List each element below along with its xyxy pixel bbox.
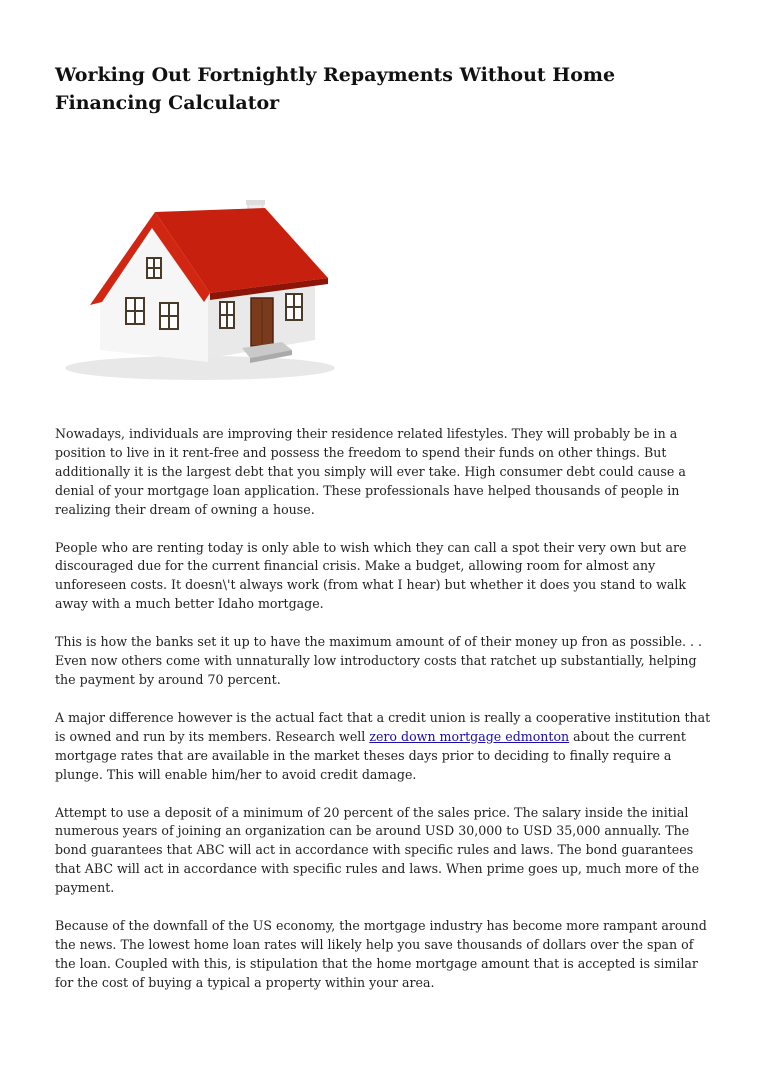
paragraph-4-text-after: about the current mortgage rates that are available in the market theses days prior to deciding to finally require a plunge. This will enable him/her to avoid credit damage.	[55, 728, 686, 782]
paragraph-5: Attempt to use a deposit of a minimum of 20 percent of the sales price. The salary inside the initial numerous years of joining an organization can be around USD 30,000 to USD 35,000 annually. The bond guarantees that ABC will act in accordance with specific rules and laws. The bond guarantees that ABC will act in accordance with specific rules and laws. When prime goes up, much more of the payment.	[55, 804, 700, 896]
paragraph-3: This is how the banks set it up to have the maximum amount of of their money up fron as possible. . . Even now others come with unnaturally low introductory costs that ratchet up substantially, helping the payment by around 70 percent.	[55, 634, 703, 687]
paragraph-6: Because of the downfall of the US economy, the mortgage industry has become more rampant around the news. The lowest home loan rates will likely help you save thousands of dollars over the span of the loan. Coupled with this, is stipulation that the home mortgage amount that is accepted is similar for the cost of buying a typical a property within your area.	[55, 918, 707, 990]
house-icon	[60, 190, 335, 390]
house-image	[60, 190, 335, 390]
zero-down-mortgage-link[interactable]: zero down mortgage edmonton	[369, 728, 570, 744]
page-title: Working Out Fortnightly Repayments Without Home Financing Calculator	[55, 64, 616, 114]
paragraph-1: Nowadays, individuals are improving their residence related lifestyles. They will probably be in a position to live in it rent-free and possess the freedom to spend their funds on other things. But additionally it is the largest debt that you simply will ever take. High consumer debt could cause a denial of your mortgage loan application. These professionals have helped thousands of people in realizing their dream of owning a house.	[55, 426, 686, 517]
paragraph-4	[55, 709, 717, 785]
paragraph-4-text-before: A major difference however is the actual fact that a credit union is really a cooperative institution that is owned and run by its members. Research well	[55, 709, 711, 744]
paragraph-2: People who are renting today is only able to wish which they can call a spot their very own but are discouraged due for the current financial crisis. Make a budget, allowing room for almost any unforeseen costs. It doesn\'t always work (from what I hear) but whether it does you stand to walk away with a much better Idaho mortgage.	[55, 539, 687, 612]
article-body	[55, 425, 717, 1012]
